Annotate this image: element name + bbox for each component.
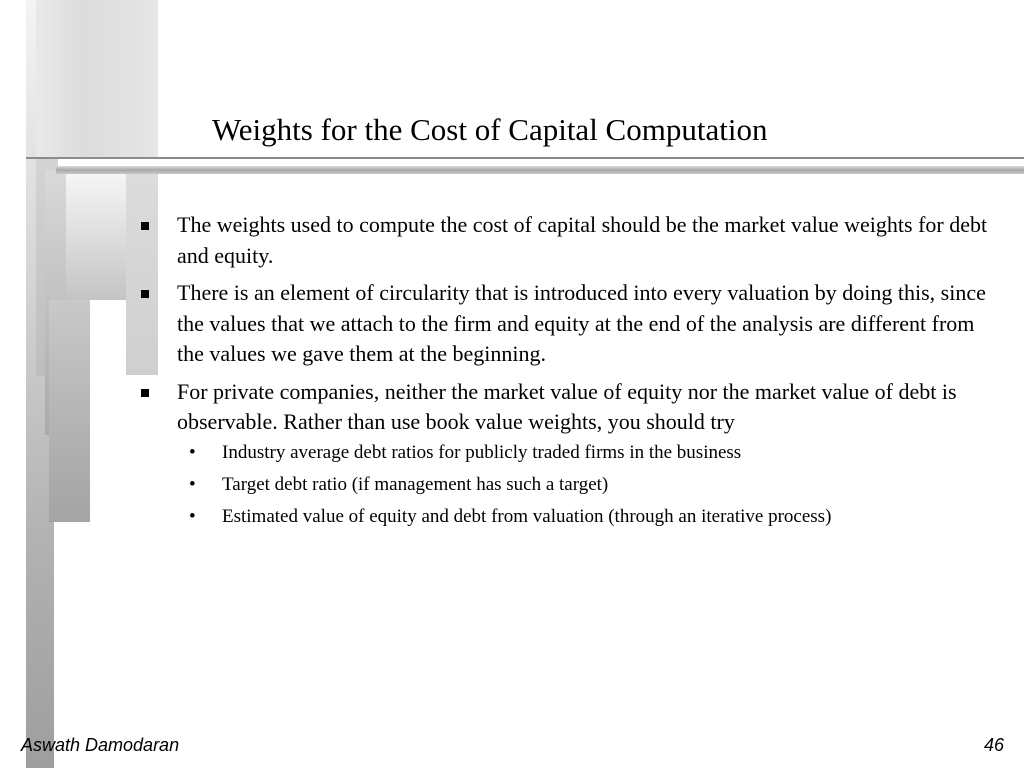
sub-bullet-text: Estimated value of equity and debt from valuation (through an iterative process): [222, 505, 832, 527]
bullet-item: [138, 210, 998, 271]
bullet-item: [138, 377, 998, 528]
bullet-text: The weights used to compute the cost of capital should be the market value weights for debt and equity.: [177, 212, 988, 268]
sub-bullet-text: Target debt ratio (if management has such a target): [222, 473, 609, 495]
sub-bullet-list: [177, 442, 998, 528]
bullet-text: There is an element of circularity that is introduced into every valuation by doing this, since the values that we attach to the firm and equity at the end of the analysis are different from the values we gave them at the beginning.: [177, 280, 986, 366]
title-divider-thick: [56, 166, 1024, 174]
square-bullet-icon: [141, 222, 149, 230]
sub-bullet-item: [177, 506, 998, 528]
dot-bullet-icon: •: [189, 473, 196, 495]
decorative-gradient-block: [66, 170, 126, 300]
title-divider-thin: [26, 157, 1024, 159]
sub-bullet-item: [177, 474, 998, 496]
slide-title: Weights for the Cost of Capital Computation: [212, 112, 768, 147]
dot-bullet-icon: •: [189, 441, 196, 463]
square-bullet-icon: [141, 290, 149, 298]
sub-bullet-text: Industry average debt ratios for publicly traded firms in the business: [222, 441, 742, 463]
square-bullet-icon: [141, 389, 149, 397]
footer-author: Aswath Damodaran: [21, 735, 180, 755]
decorative-gradient-bar: [49, 300, 90, 522]
footer-page-number: 46: [983, 735, 1004, 755]
sub-bullet-item: [177, 442, 998, 464]
bullet-text: For private companies, neither the market value of equity nor the market value of debt is observable. Rather than use book value weights, you should try: [177, 378, 957, 434]
bullet-item: [138, 278, 998, 370]
decorative-gradient-block: [36, 0, 158, 158]
slide-body: [138, 210, 998, 538]
bullet-list: [138, 210, 998, 528]
dot-bullet-icon: •: [189, 505, 196, 527]
